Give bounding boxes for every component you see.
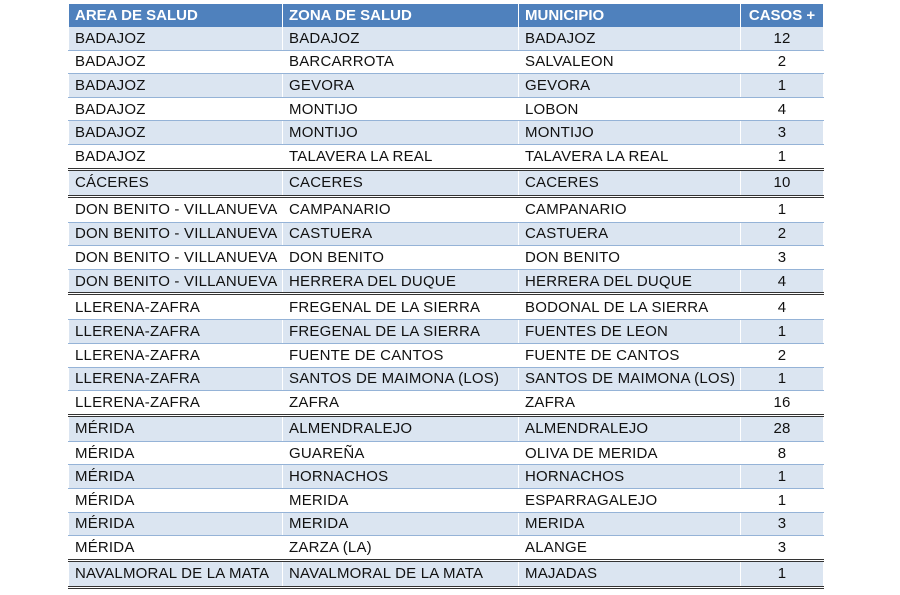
cell-municipio: ZAFRA xyxy=(519,391,741,416)
cell-municipio: CASTUERA xyxy=(519,222,741,246)
cell-casos: 4 xyxy=(741,269,824,294)
cell-municipio: FUENTES DE LEON xyxy=(519,320,741,344)
cell-area: DON BENITO - VILLANUEVA xyxy=(69,269,283,294)
table-row xyxy=(69,144,824,169)
cell-municipio: MONTIJO xyxy=(519,121,741,145)
header-zona-de-salud: ZONA DE SALUD xyxy=(283,4,519,27)
table-row xyxy=(69,27,824,50)
cell-municipio: CACERES xyxy=(519,169,741,196)
table-row xyxy=(69,512,824,536)
cell-municipio: OLIVA DE MERIDA xyxy=(519,441,741,465)
cell-area: MÉRIDA xyxy=(69,465,283,489)
cell-casos: 1 xyxy=(741,560,824,587)
cell-casos: 4 xyxy=(741,294,824,320)
cell-casos: 3 xyxy=(741,246,824,270)
cell-casos: 4 xyxy=(741,97,824,121)
cell-zona: FREGENAL DE LA SIERRA xyxy=(283,320,519,344)
table-row xyxy=(69,415,824,441)
cell-zona: FREGENAL DE LA SIERRA xyxy=(283,294,519,320)
cell-area: LLERENA-ZAFRA xyxy=(69,294,283,320)
cell-municipio: MERIDA xyxy=(519,512,741,536)
header-area-de-salud: AREA DE SALUD xyxy=(69,4,283,27)
cell-zona: GEVORA xyxy=(283,74,519,98)
header-row xyxy=(69,4,824,27)
cell-zona: ZARZA (LA) xyxy=(283,536,519,561)
cell-zona: MONTIJO xyxy=(283,121,519,145)
cell-area: LLERENA-ZAFRA xyxy=(69,343,283,367)
cell-area: BADAJOZ xyxy=(69,50,283,74)
cell-municipio: DON BENITO xyxy=(519,246,741,270)
cell-area: MÉRIDA xyxy=(69,512,283,536)
table-row xyxy=(69,560,824,587)
cell-zona: SANTOS DE MAIMONA (LOS) xyxy=(283,367,519,391)
header-casos: CASOS + xyxy=(741,4,824,27)
cell-area: LLERENA-ZAFRA xyxy=(69,320,283,344)
cell-casos: 2 xyxy=(741,222,824,246)
cell-zona: FUENTE DE CANTOS xyxy=(283,343,519,367)
cell-municipio: MAJADAS xyxy=(519,560,741,587)
cell-zona: MONTIJO xyxy=(283,97,519,121)
cell-municipio: BODONAL DE LA SIERRA xyxy=(519,294,741,320)
cell-casos: 3 xyxy=(741,536,824,561)
cell-zona: MERIDA xyxy=(283,488,519,512)
cell-area: MÉRIDA xyxy=(69,415,283,441)
cell-casos: 1 xyxy=(741,144,824,169)
cell-zona: HERRERA DEL DUQUE xyxy=(283,269,519,294)
table-row xyxy=(69,320,824,344)
cell-municipio: TALAVERA LA REAL xyxy=(519,144,741,169)
cell-area: CÁCERES xyxy=(69,169,283,196)
cell-casos: 16 xyxy=(741,391,824,416)
cell-zona: CASTUERA xyxy=(283,222,519,246)
cell-area: BADAJOZ xyxy=(69,121,283,145)
cell-casos: 1 xyxy=(741,74,824,98)
cell-area: MÉRIDA xyxy=(69,536,283,561)
table-row xyxy=(69,343,824,367)
cell-casos: 28 xyxy=(741,415,824,441)
cell-municipio: SANTOS DE MAIMONA (LOS) xyxy=(519,367,741,391)
cell-municipio: GEVORA xyxy=(519,74,741,98)
table-row xyxy=(69,196,824,222)
cell-municipio: ESPARRAGALEJO xyxy=(519,488,741,512)
cell-municipio: SALVALEON xyxy=(519,50,741,74)
table-row xyxy=(69,246,824,270)
cell-municipio: ALMENDRALEJO xyxy=(519,415,741,441)
cell-casos: 12 xyxy=(741,27,824,50)
table-row xyxy=(69,222,824,246)
cell-casos: 3 xyxy=(741,512,824,536)
cases-table xyxy=(68,4,824,589)
cell-municipio: FUENTE DE CANTOS xyxy=(519,343,741,367)
cell-casos: 1 xyxy=(741,367,824,391)
table-row xyxy=(69,169,824,196)
cell-zona: NAVALMORAL DE LA MATA xyxy=(283,560,519,587)
cell-zona: DON BENITO xyxy=(283,246,519,270)
cell-casos: 2 xyxy=(741,50,824,74)
cell-area: NAVALMORAL DE LA MATA xyxy=(69,560,283,587)
table-row xyxy=(69,536,824,561)
table-header xyxy=(69,4,824,27)
cell-area: DON BENITO - VILLANUEVA xyxy=(69,196,283,222)
cell-casos: 1 xyxy=(741,488,824,512)
cell-casos: 2 xyxy=(741,343,824,367)
cell-zona: BADAJOZ xyxy=(283,27,519,50)
header-municipio: MUNICIPIO xyxy=(519,4,741,27)
table-row xyxy=(69,121,824,145)
cell-area: LLERENA-ZAFRA xyxy=(69,391,283,416)
cell-casos: 10 xyxy=(741,169,824,196)
cell-municipio: CAMPANARIO xyxy=(519,196,741,222)
table-row xyxy=(69,441,824,465)
cell-casos: 3 xyxy=(741,121,824,145)
table-row xyxy=(69,50,824,74)
cell-zona: ALMENDRALEJO xyxy=(283,415,519,441)
table-row xyxy=(69,294,824,320)
table-row xyxy=(69,269,824,294)
cell-zona: HORNACHOS xyxy=(283,465,519,489)
cell-zona: GUAREÑA xyxy=(283,441,519,465)
cell-area: BADAJOZ xyxy=(69,97,283,121)
cell-municipio: HORNACHOS xyxy=(519,465,741,489)
table-row xyxy=(69,488,824,512)
cell-municipio: HERRERA DEL DUQUE xyxy=(519,269,741,294)
table-row xyxy=(69,465,824,489)
table-row xyxy=(69,74,824,98)
table-row xyxy=(69,391,824,416)
cell-zona: BARCARROTA xyxy=(283,50,519,74)
table-row xyxy=(69,97,824,121)
cell-zona: CAMPANARIO xyxy=(283,196,519,222)
cell-zona: ZAFRA xyxy=(283,391,519,416)
cell-casos: 1 xyxy=(741,465,824,489)
cell-area: LLERENA-ZAFRA xyxy=(69,367,283,391)
cell-zona: MERIDA xyxy=(283,512,519,536)
cell-area: DON BENITO - VILLANUEVA xyxy=(69,222,283,246)
cell-area: BADAJOZ xyxy=(69,144,283,169)
cell-casos: 1 xyxy=(741,320,824,344)
cell-area: MÉRIDA xyxy=(69,488,283,512)
table-body xyxy=(69,27,824,587)
cell-municipio: ALANGE xyxy=(519,536,741,561)
table-row xyxy=(69,367,824,391)
cell-casos: 1 xyxy=(741,196,824,222)
cell-area: BADAJOZ xyxy=(69,74,283,98)
cell-zona: CACERES xyxy=(283,169,519,196)
cell-municipio: LOBON xyxy=(519,97,741,121)
cell-municipio: BADAJOZ xyxy=(519,27,741,50)
cell-area: DON BENITO - VILLANUEVA xyxy=(69,246,283,270)
cell-area: MÉRIDA xyxy=(69,441,283,465)
cell-zona: TALAVERA LA REAL xyxy=(283,144,519,169)
cell-casos: 8 xyxy=(741,441,824,465)
cell-area: BADAJOZ xyxy=(69,27,283,50)
